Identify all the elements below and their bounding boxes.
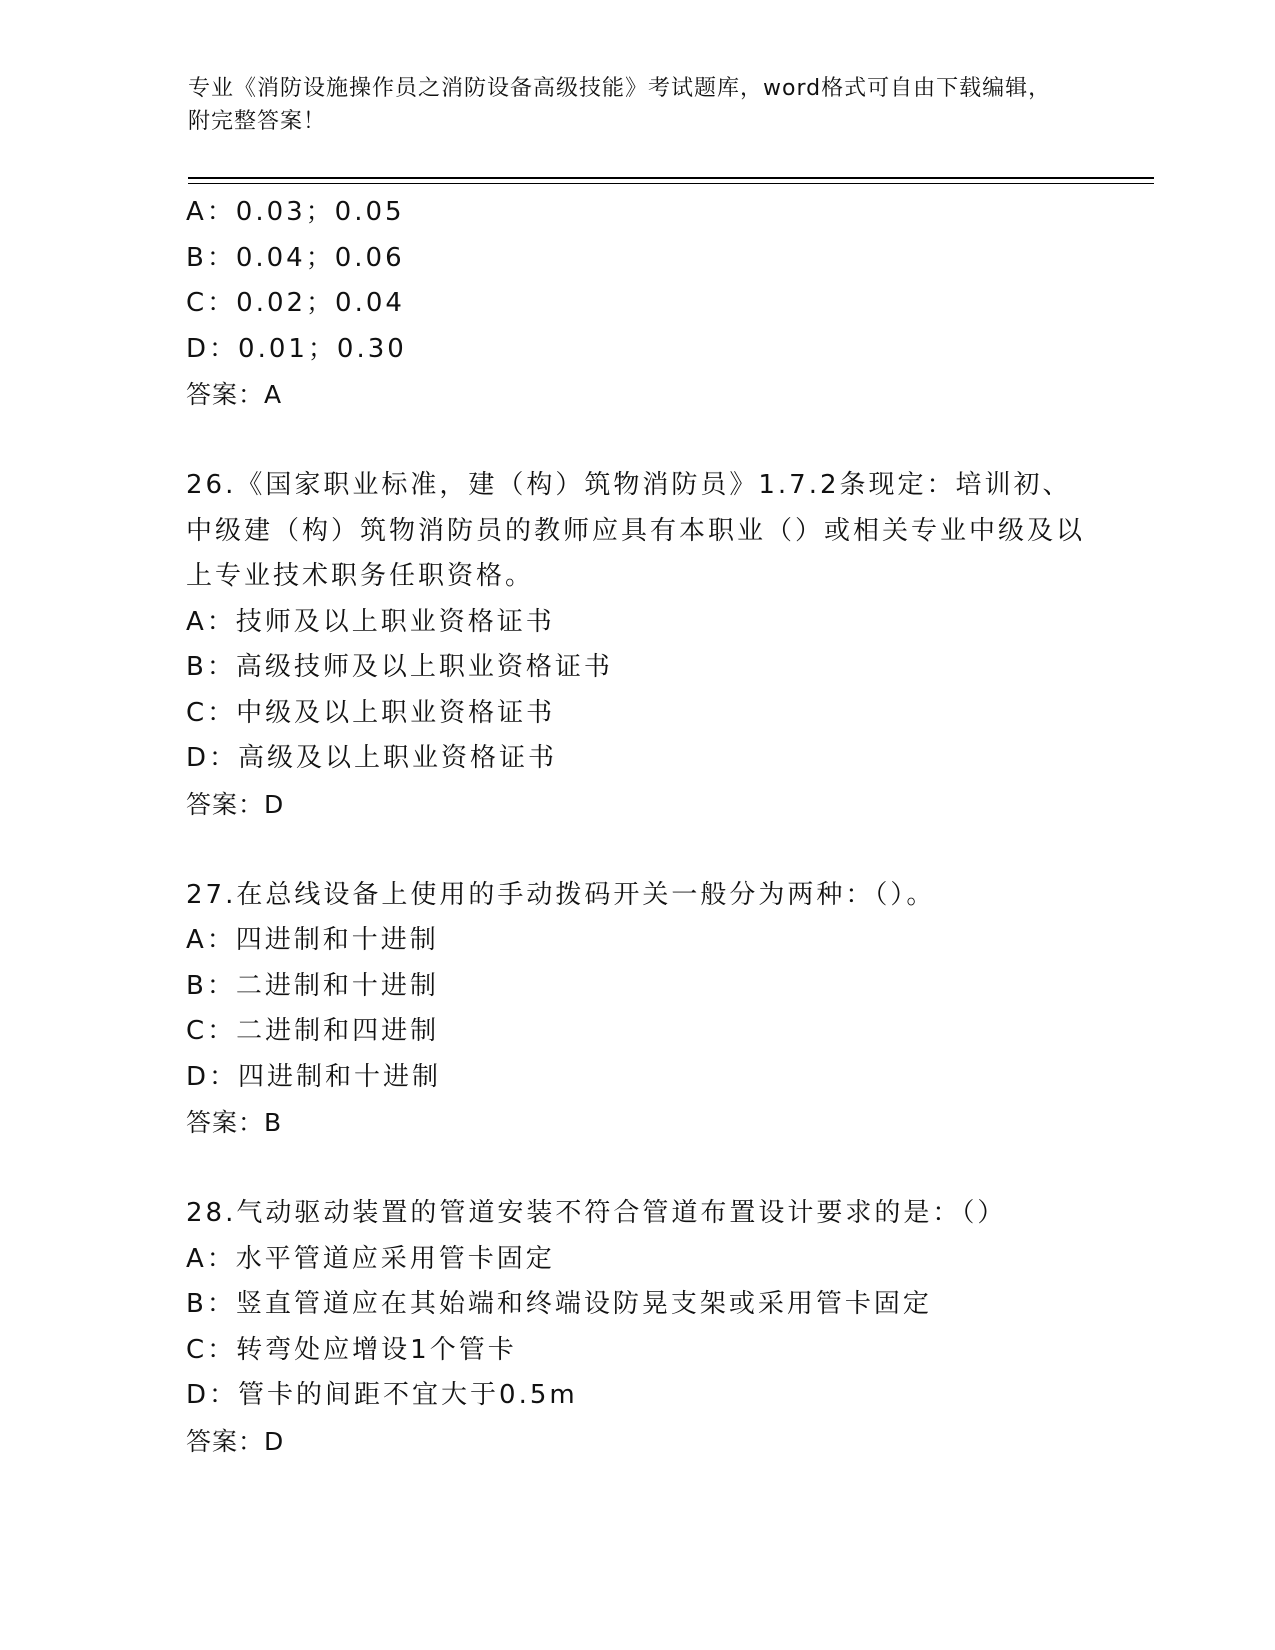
option-b: B：高级技师及以上职业资格证书 [186, 652, 613, 682]
header-rule-thick [188, 177, 1154, 179]
question-stem: 28.气动驱动装置的管道安装不符合管道布置设计要求的是：（） [186, 1198, 1007, 1228]
option-a: A：0.03；0.05 [186, 197, 405, 227]
option-a: A：四进制和十进制 [186, 925, 439, 955]
option-a: A：水平管道应采用管卡固定 [186, 1243, 555, 1274]
option-d: D：四进制和十进制 [186, 1061, 442, 1092]
option-a: A：技师及以上职业资格证书 [186, 606, 555, 637]
option-b: B：二进制和十进制 [186, 970, 439, 1001]
option-d: D：管卡的间距不宜大于0.5m [186, 1380, 578, 1410]
answer-line: 答案：A [186, 380, 283, 409]
question-26 [186, 463, 1086, 827]
option-c: C：0.02；0.04 [186, 288, 405, 318]
option-b: B：0.04；0.06 [186, 242, 405, 273]
option-d: D：高级及以上职业资格证书 [186, 743, 558, 773]
question-25 [186, 190, 1086, 418]
question-stem: 27.在总线设备上使用的手动拨码开关一般分为两种：（）。 [186, 879, 936, 910]
question-27 [186, 873, 1086, 1146]
answer-line: 答案：D [186, 789, 285, 819]
header-rule-thin [188, 183, 1154, 184]
option-b: B：竖直管道应在其始端和终端设防晃支架或采用管卡固定 [186, 1289, 932, 1319]
question-list [186, 190, 1086, 1464]
option-c: C：二进制和四进制 [186, 1016, 440, 1046]
answer-line: 答案：B [186, 1108, 283, 1137]
option-c: C：中级及以上职业资格证书 [186, 697, 556, 728]
question-28 [186, 1191, 1086, 1464]
question-stem: 26.《国家职业标准，建（构）筑物消防员》1.7.2条现定：培训初、中级建（构）筑物消防员的教师应具有本职业（）或相关专业中级及以上专业技术职务任职资格。 [186, 470, 1086, 591]
document-header: 专业《消防设施操作员之消防设备高级技能》考试题库，word格式可自由下载编辑，附完整答案！ [188, 76, 1052, 134]
option-d: D：0.01；0.30 [186, 333, 407, 364]
answer-line: 答案：D [186, 1426, 285, 1456]
option-c: C：转弯处应增设1个管卡 [186, 1334, 517, 1365]
